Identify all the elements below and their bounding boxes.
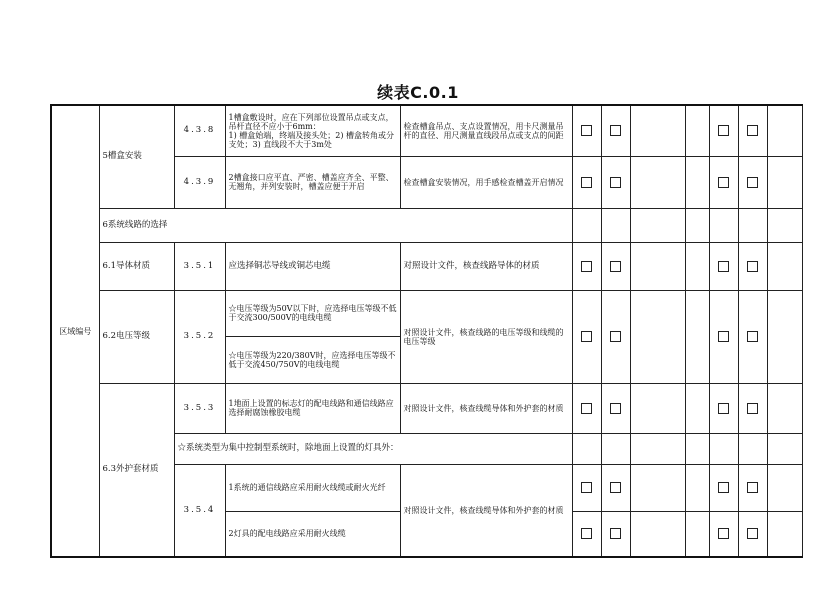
checkbox[interactable]	[747, 482, 758, 493]
clause-code: 4.3.8	[174, 105, 225, 156]
method-cell: 对照设计文件，核查线路的电压等级和线缆的电压等级	[400, 290, 572, 383]
page-title: 续表C.0.1	[377, 83, 459, 102]
checkbox[interactable]	[610, 261, 621, 272]
checkbox[interactable]	[610, 125, 621, 136]
checkbox[interactable]	[610, 528, 621, 539]
table-row	[51, 383, 802, 433]
checkbox[interactable]	[610, 403, 621, 414]
clause-code: 3.5.1	[174, 242, 225, 290]
checkbox[interactable]	[747, 403, 758, 414]
checkbox[interactable]	[718, 125, 729, 136]
checkbox[interactable]	[747, 177, 758, 188]
table-row	[51, 208, 802, 242]
clause-code: 3.5.2	[174, 290, 225, 383]
checkbox[interactable]	[747, 331, 758, 342]
method-cell: 检查槽盒安装情况，用手感检查槽盖开启情况	[400, 156, 572, 208]
requirement-cell: 应选择铜芯导线或铜芯电缆	[225, 242, 400, 290]
region-label: 区域编号	[51, 105, 99, 557]
method-cell: 对照设计文件，核查线路导体的材质	[400, 242, 572, 290]
category-cell: 5槽盒安装	[99, 105, 174, 208]
checkbox[interactable]	[581, 528, 592, 539]
checkbox[interactable]	[610, 331, 621, 342]
category-cell: 6.3外护套材质	[99, 383, 174, 557]
checkbox[interactable]	[718, 482, 729, 493]
checkbox[interactable]	[718, 403, 729, 414]
requirement-cell: 2槽盒接口应平直、严密、槽盖应齐全、平整、无翘角，并列安装时，槽盖应便于开启	[225, 156, 400, 208]
section-header: 6系统线路的选择	[99, 208, 572, 242]
checkbox[interactable]	[718, 261, 729, 272]
checkbox[interactable]	[581, 331, 592, 342]
checkbox[interactable]	[718, 331, 729, 342]
checkbox[interactable]	[581, 125, 592, 136]
requirement-cell: 1槽盒敷设时，应在下列部位设置吊点或支点，吊杆直径不应小于6mm： 1) 槽盒始端，终端及接头处；2) 槽盒转角或分支处；3) 直线段不大于3m处	[225, 105, 400, 156]
checkbox[interactable]	[747, 528, 758, 539]
requirement-cell: ☆电压等级为220/380V时，应选择电压等级不低于交流450/750V的电线电缆	[225, 336, 400, 383]
method-cell: 对照设计文件，核查线缆导体和外护套的材质	[400, 464, 572, 557]
category-cell: 6.1导体材质	[99, 242, 174, 290]
requirement-cell: 1系统的通信线路应采用耐火线缆或耐火光纤	[225, 464, 400, 511]
checkbox[interactable]	[747, 261, 758, 272]
checkbox[interactable]	[581, 482, 592, 493]
requirement-cell: 1地面上设置的标志灯的配电线路和通信线路应选择耐腐蚀橡胶电缆	[225, 383, 400, 433]
clause-code: 3.5.4	[174, 464, 225, 557]
checkbox[interactable]	[581, 403, 592, 414]
checkbox[interactable]	[581, 177, 592, 188]
category-cell: 6.2电压等级	[99, 290, 174, 383]
checkbox[interactable]	[747, 125, 758, 136]
table-row	[51, 242, 802, 290]
checkbox[interactable]	[718, 528, 729, 539]
table-row	[51, 290, 802, 336]
requirement-cell: ☆电压等级为50V以下时，应选择电压等级不低于交流300/500V的电线电缆	[225, 290, 400, 336]
clause-code: 4.3.9	[174, 156, 225, 208]
table-row	[51, 105, 802, 156]
checkbox[interactable]	[718, 177, 729, 188]
note-cell: ☆系统类型为集中控制型系统时，除地面上设置的灯具外：	[174, 433, 572, 464]
method-cell: 检查槽盒吊点、支点设置情况，用卡尺测量吊杆的直径、用尺测量直线段吊点或支点的间距	[400, 105, 572, 156]
method-cell: 对照设计文件，核查线缆导体和外护套的材质	[400, 383, 572, 433]
checkbox[interactable]	[581, 261, 592, 272]
requirement-cell: 2灯具的配电线路应采用耐火线缆	[225, 511, 400, 557]
checkbox[interactable]	[610, 482, 621, 493]
clause-code: 3.5.3	[174, 383, 225, 433]
inspection-table	[50, 104, 803, 558]
checkbox[interactable]	[610, 177, 621, 188]
